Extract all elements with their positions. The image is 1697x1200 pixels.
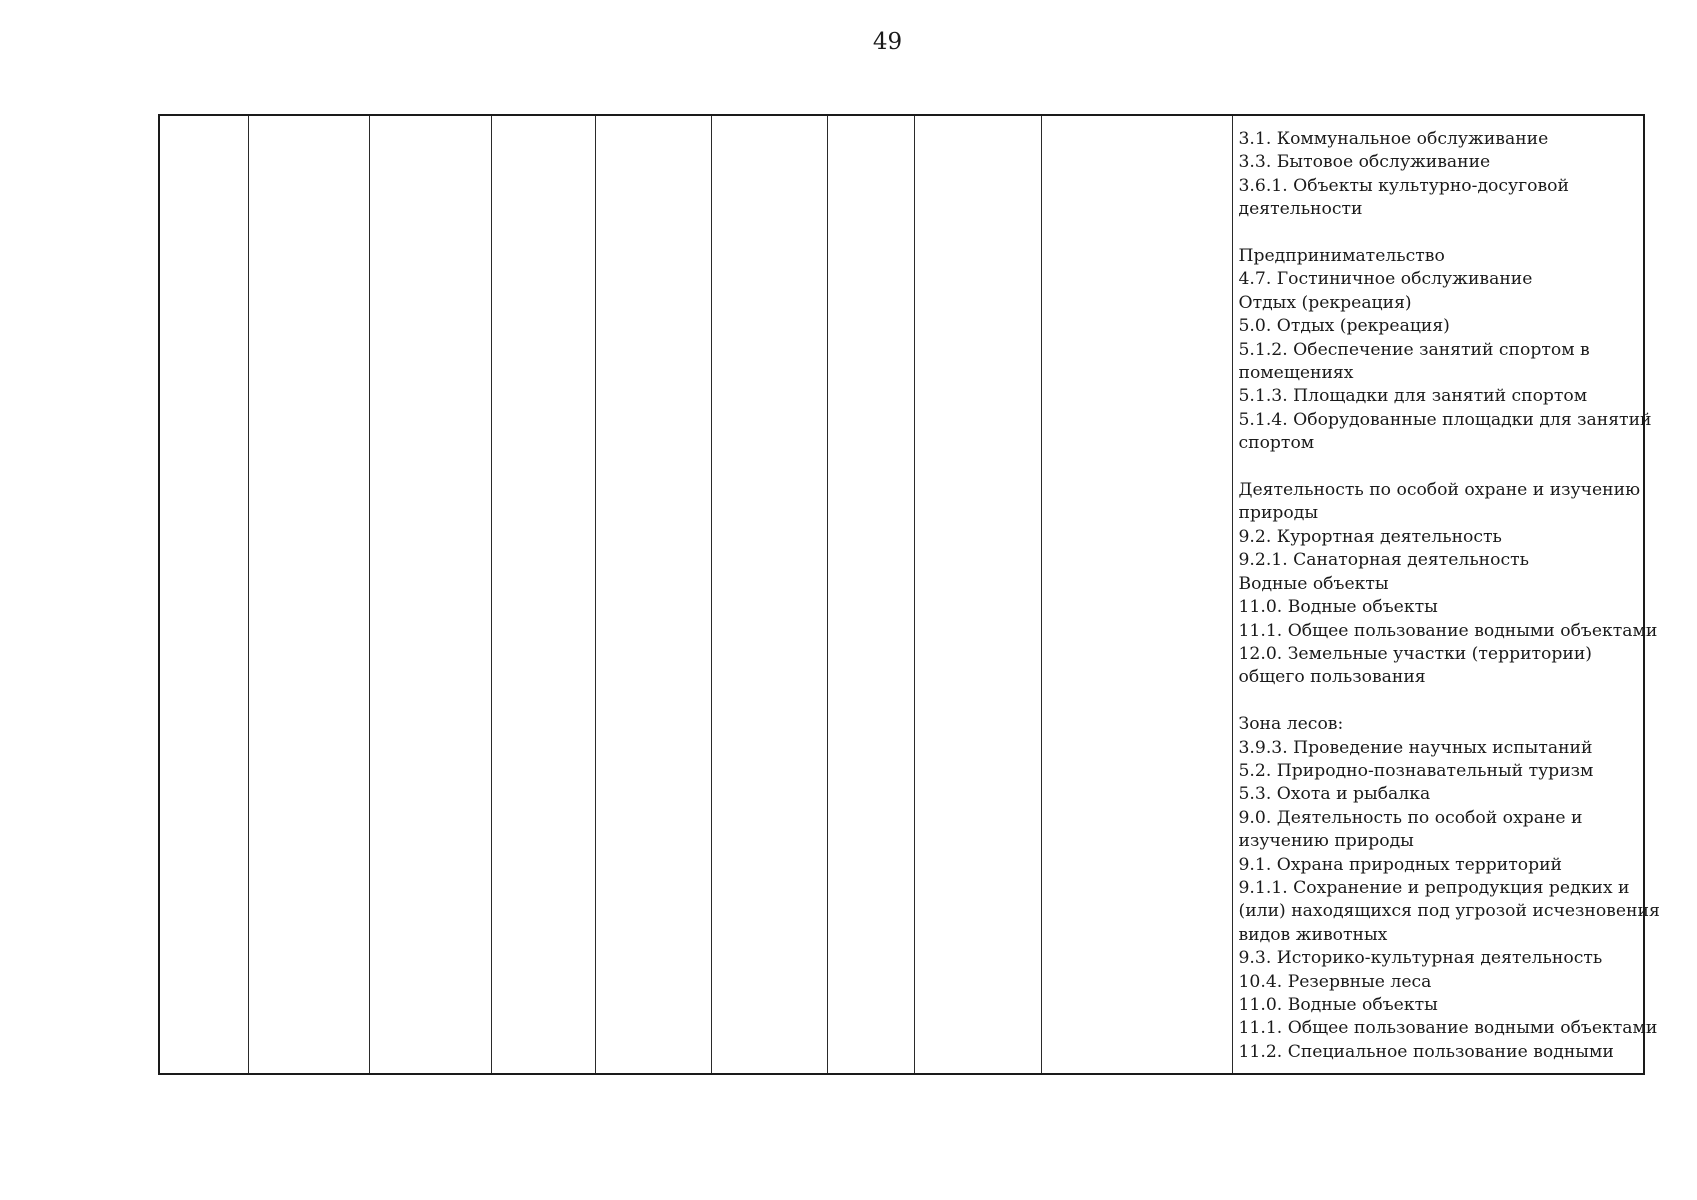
list-item: 5.2. Природно-познавательный туризм (1238, 760, 1594, 781)
list-item: 12.0. Земельные участки (территории) (1238, 643, 1593, 664)
table-cell-empty (914, 115, 1041, 1074)
list-item: 5.1.4. Оборудованные площадки для занятий (1238, 409, 1652, 430)
table-cell-empty (369, 115, 491, 1074)
list-item: Предпринимательство (1238, 246, 1445, 267)
list-spacer (1239, 222, 1638, 245)
permitted-uses-cell (1232, 115, 1660, 1074)
list-item: 11.1. Общее пользование водными объектами (1238, 620, 1658, 641)
list-item: 5.0. Отдых (рекреация) (1238, 316, 1450, 337)
list-item: 9.1. Охрана природных территорий (1238, 854, 1563, 875)
list-item: изучению природы (1238, 831, 1414, 852)
list-item: 4.7. Гостиничное обслуживание (1238, 269, 1533, 290)
list-spacer (1239, 456, 1638, 479)
permitted-uses-list (1238, 128, 1660, 1064)
list-item: 11.2. Специальное пользование водными (1238, 1041, 1614, 1062)
list-item: спортом (1238, 433, 1315, 454)
list-item: Отдых (рекреация) (1238, 292, 1412, 313)
table-cell-empty (595, 115, 711, 1074)
list-item: 3.9.3. Проведение научных испытаний (1238, 737, 1593, 758)
list-item: 9.1.1. Сохранение и репродукция редких и (1238, 877, 1630, 898)
list-item: общего пользования (1238, 667, 1426, 688)
list-item: 11.0. Водные объекты (1238, 597, 1438, 618)
list-item: деятельности (1238, 199, 1363, 220)
table-cell-empty (711, 115, 827, 1074)
list-item: 3.1. Коммунальное обслуживание (1238, 129, 1549, 149)
table-cell-empty (491, 115, 595, 1074)
list-item: видов животных (1238, 924, 1388, 945)
table-row (159, 115, 1644, 1074)
list-spacer (1239, 690, 1638, 713)
list-item: 3.3. Бытовое обслуживание (1238, 152, 1491, 173)
list-item: 11.1. Общее пользование водными объектами (1238, 1018, 1658, 1039)
table-cell-empty (1041, 115, 1232, 1074)
table-cell-empty (248, 115, 369, 1074)
list-item: природы (1238, 503, 1319, 524)
table-cell-empty (159, 115, 248, 1074)
list-item: 5.3. Охота и рыбалка (1238, 784, 1431, 805)
list-item: 9.0. Деятельность по особой охране и (1238, 807, 1583, 828)
list-item: 5.1.3. Площадки для занятий спортом (1238, 386, 1588, 407)
table-cell-empty (827, 115, 914, 1074)
list-item: 5.1.2. Обеспечение занятий спортом в (1238, 339, 1590, 360)
list-item: Деятельность по особой охране и изучению (1238, 480, 1641, 501)
list-item: помещениях (1238, 363, 1354, 384)
list-item: Водные объекты (1238, 573, 1389, 594)
list-item: 9.3. Историко-культурная деятельность (1238, 948, 1603, 969)
list-item: 9.2.1. Санаторная деятельность (1238, 550, 1529, 571)
list-item: 3.6.1. Объекты культурно-досуговой (1238, 175, 1569, 196)
page-number: 49 (872, 29, 903, 55)
list-item: (или) находящихся под угрозой исчезновения (1238, 901, 1660, 922)
list-item: 11.0. Водные объекты (1238, 994, 1438, 1015)
list-item: Зона лесов: (1238, 714, 1344, 735)
list-item: 10.4. Резервные леса (1238, 971, 1432, 992)
list-item: 9.2. Курортная деятельность (1238, 526, 1502, 547)
data-table (158, 114, 1660, 1075)
